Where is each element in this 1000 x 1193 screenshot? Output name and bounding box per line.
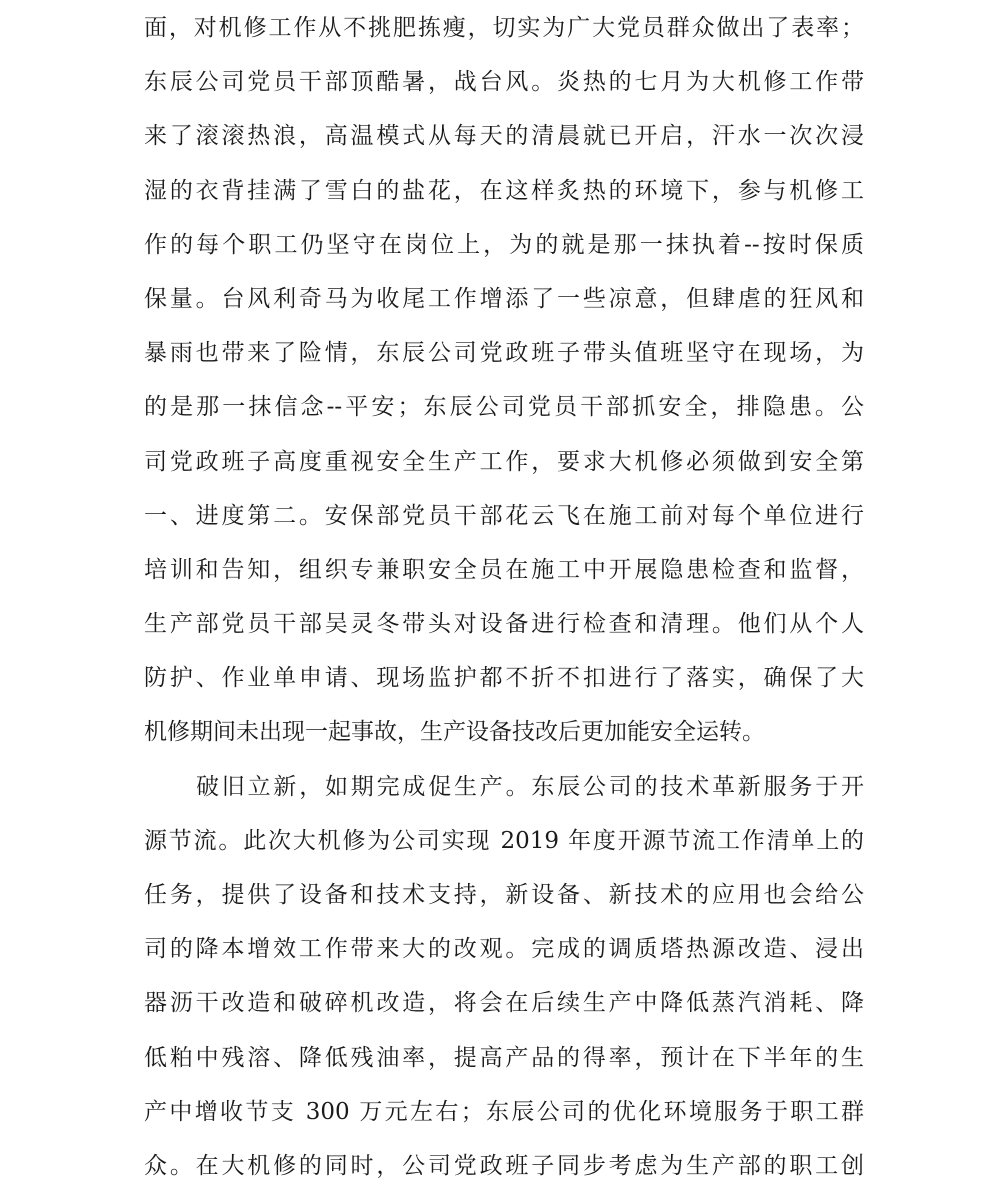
text-line: 任务，提供了设备和技术支持，新设备、新技术的应用也会给公: [144, 882, 864, 908]
document-page: [144, 0, 864, 1193]
text-line: 生产部党员干部吴灵冬带头对设备进行检查和清理。他们从个人: [144, 611, 864, 638]
text-line: 众。在大机修的同时，公司党政班子同步考虑为生产部的职工创: [144, 1152, 864, 1179]
text-line: 司党政班子高度重视安全生产工作，要求大机修必须做到安全第: [144, 448, 864, 475]
text-line: 东辰公司党员干部顶酷暑，战台风。炎热的七月为大机修工作带: [144, 69, 864, 96]
text-line: 器沥干改造和破碎机改造，将会在后续生产中降低蒸汽消耗、降: [144, 990, 864, 1017]
text-line: 保量。台风利奇马为收尾工作增添了一些凉意，但肆虐的狂风和: [144, 285, 864, 312]
text-line: 暴雨也带来了险情，东辰公司党政班子带头值班坚守在现场，为: [144, 340, 864, 367]
text-line: 低粕中残溶、降低残油率，提高产品的得率，预计在下半年的生: [144, 1044, 864, 1071]
text-line: 的是那一抹信念--平安；东辰公司党员干部抓安全，排隐患。公: [144, 394, 864, 421]
text-line: 一、进度第二。安保部党员干部花云飞在施工前对每个单位进行: [144, 502, 864, 529]
text-line: 面，对机修工作从不挑肥拣瘦，切实为广大党员群众做出了表率；: [144, 15, 864, 41]
text-line: 产中增收节支 300 万元左右；东辰公司的优化环境服务于职工群: [144, 1098, 864, 1125]
text-line: 防护、作业单申请、现场监护都不折不扣进行了落实，确保了大: [144, 665, 864, 692]
text-line: 司的降本增效工作带来大的改观。完成的调质塔热源改造、浸出: [144, 936, 864, 963]
text-line: 作的每个职工仍坚守在岗位上，为的就是那一抹执着--按时保质: [144, 231, 864, 258]
text-line: 培训和告知，组织专兼职安全员在施工中开展隐患检查和监督，: [144, 556, 864, 583]
paragraph-start-line: 破旧立新，如期完成促生产。东辰公司的技术革新服务于开: [196, 773, 864, 800]
text-line: 湿的衣背挂满了雪白的盐花，在这样炙热的环境下，参与机修工: [144, 177, 864, 204]
text-line: 来了滚滚热浪，高温模式从每天的清晨就已开启，汗水一次次浸: [144, 123, 864, 150]
paragraph-end-line: 机修期间未出现一起事故，生产设备技改后更加能安全运转。: [144, 719, 765, 746]
text-line: 源节流。此次大机修为公司实现 2019 年度开源节流工作清单上的: [144, 827, 864, 854]
